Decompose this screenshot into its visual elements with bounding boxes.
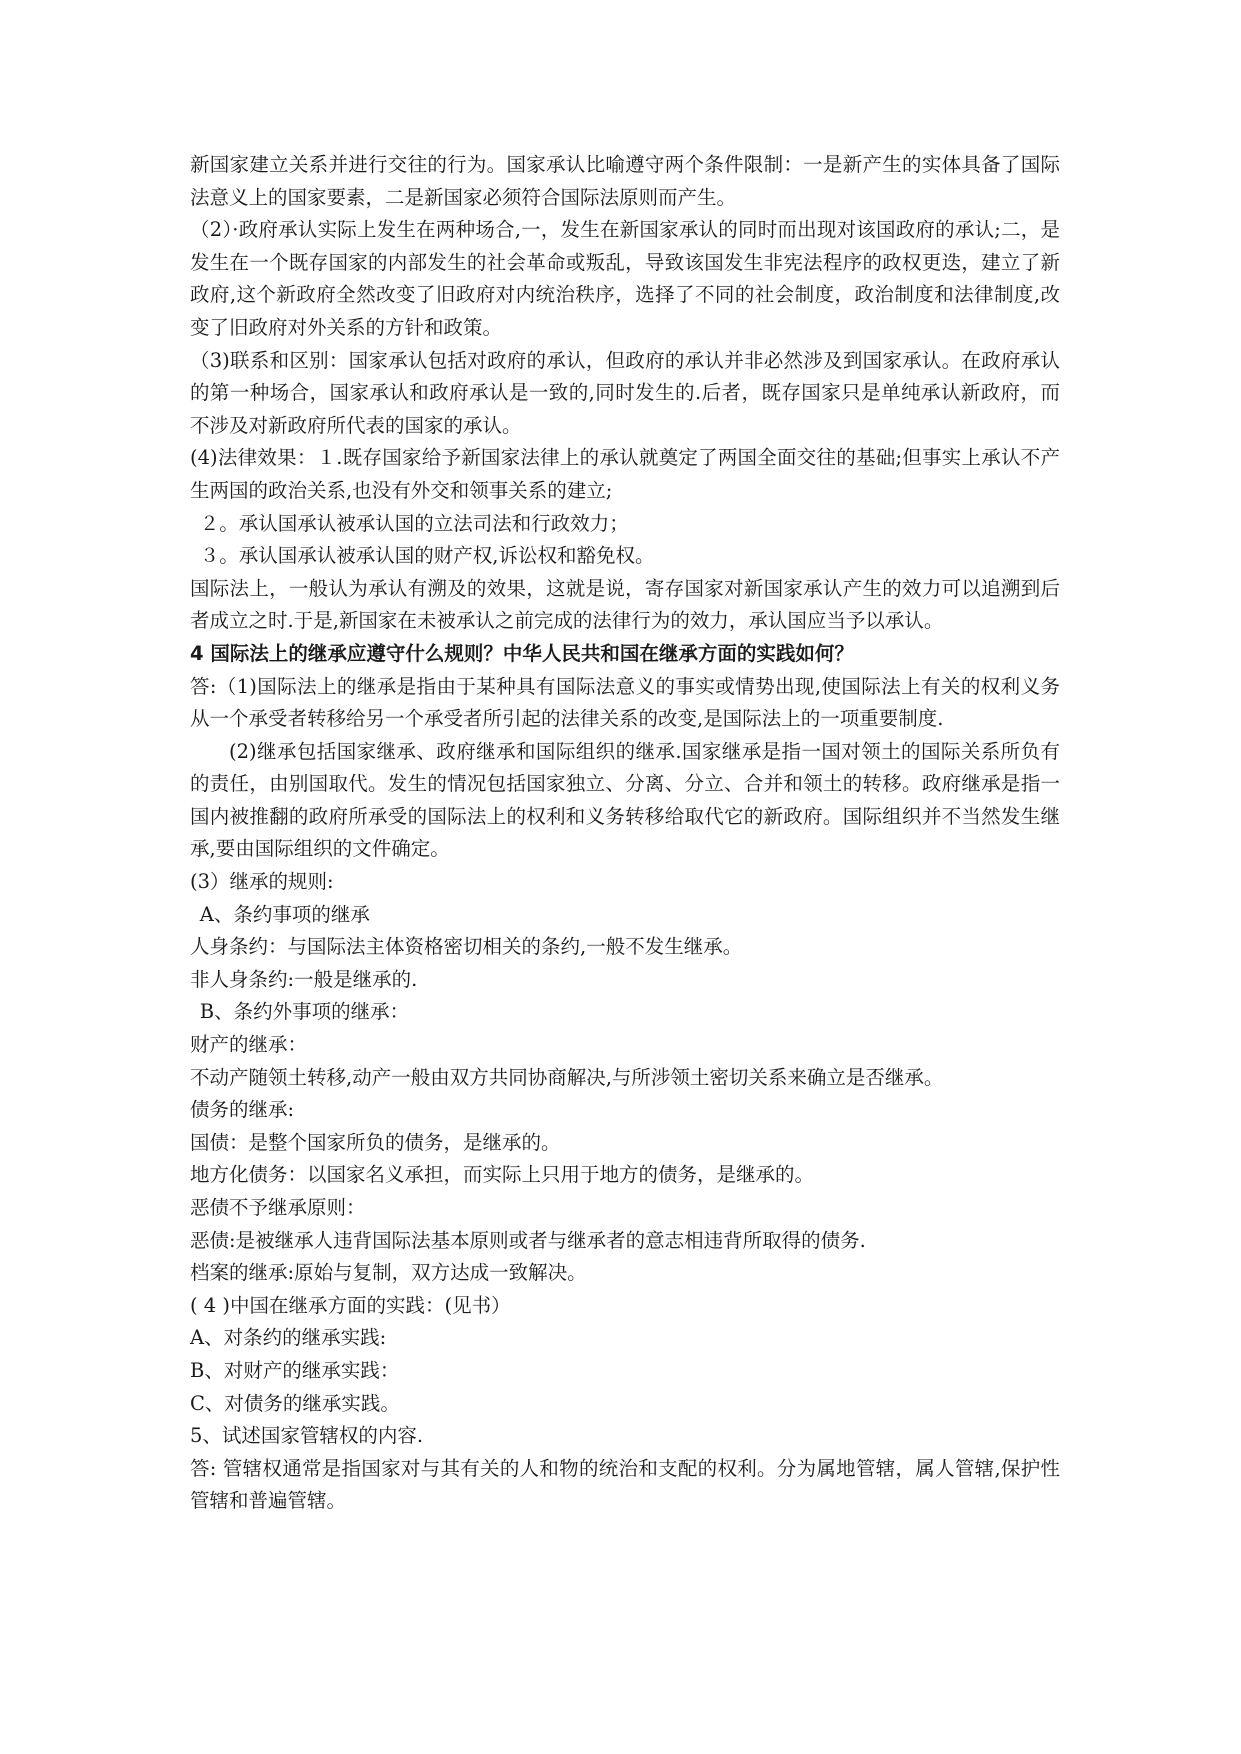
paragraph: （3)联系和区别：国家承认包括对政府的承认，但政府的承认并非必然涉及到国家承认。在政府承认的第一种场合，国家承认和政府承认是一致的,同时发生的.后者，既存国家只是单纯承认新政府，而不涉及对新政府所代表的国家的承认。 [190,348,1060,437]
paragraph: ( 4 )中国在继承方面的实践：(见书） [190,1293,511,1317]
paragraph: (2)继承包括国家继承、政府继承和国际组织的继承.国家继承是指一国对领土的国际关系所负有的责任，由别国取代。发生的情况包括国家独立、分离、分立、合并和领土的转移。政府继承是指一国内被推翻的政府所承受的国际法上的权利和义务转移给取代它的新政府。国际组织并不当然发生继承,要由国际组织的文件确定。 [190,739,1060,861]
paragraph: 5、试述国家管辖权的内容. [190,1424,424,1448]
question-heading: 4 国际法上的继承应遵守什么规则？中华人民共和国在继承方面的实践如何？ [190,641,854,665]
paragraph: 债务的继承: [190,1098,295,1122]
paragraph: 恶债不予继承原则： [190,1196,366,1219]
paragraph: 非人身条约:一般是继承的. [190,967,418,991]
paragraph: 人身条约：与国际法主体资格密切相关的条约,一般不发生继承。 [190,935,743,959]
paragraph: ２。承认国承认被承认国的立法司法和行政效力； [199,511,629,535]
paragraph: C、对债务的继承实践。 [190,1391,400,1415]
paragraph: (3）继承的规则: [190,870,334,894]
paragraph: （2）·政府承认实际上发生在两种场合,一，发生在新国家承认的同时而出现对该国政府的承认;二，是发生在一个既存国家的内部发生的社会革命或叛乱，导致该国发生非宪法程序的政权更迭，建立了新政府,这个新政府全然改变了旧政府对内统治秩序，选择了不同的社会制度，政治制度和法律制度,改变了旧政府对外关系的方针和政策。 [190,218,1060,339]
paragraph: 答: 管辖权通常是指国家对与其有关的人和物的统治和支配的权利。分为属地管辖，属人管辖,保护性管辖和普遍管辖。 [190,1456,1060,1513]
paragraph: ３。承认国承认被承认国的财产权,诉讼权和豁免权。 [199,544,655,568]
document-page [190,149,1060,1518]
paragraph: 恶债:是被继承人违背国际法基本原则或者与继承者的意志相违背所取得的债务. [190,1228,866,1252]
paragraph: 财产的继承： [190,1033,308,1057]
paragraph: (4)法律效果：１.既存国家给予新国家法律上的承认就奠定了两国全面交往的基础;但事实上承认不产生两国的政治关系,也没有外交和领事关系的建立; [190,446,1060,502]
paragraph: 答:（1)国际法上的继承是指由于某种具有国际法意义的事实或情势出现,使国际法上有关的权利义务从一个承受者转移给另一个承受者所引起的法律关系的改变,是国际法上的一项重要制度. [190,674,1060,731]
paragraph: A、条约事项的继承 [199,902,370,926]
paragraph: 不动产随领土转移,动产一般由双方共同协商解决,与所涉领土密切关系来确立是否继承。 [190,1065,944,1089]
paragraph: B、条约外事项的继承： [199,1000,410,1024]
paragraph: A、对条约的继承实践: [190,1326,387,1350]
paragraph: 档案的继承:原始与复制，双方达成一致解决。 [190,1261,587,1285]
paragraph: B、对财产的继承实践： [190,1358,400,1382]
paragraph: 国际法上，一般认为承认有溯及的效果，这就是说，寄存国家对新国家承认产生的效力可以追溯到后者成立之时.于是,新国家在未被承认之前完成的法律行为的效力，承认国应当予以承认。 [190,576,1060,633]
paragraph: 地方化债务：以国家名义承担，而实际上只用于地方的债务，是继承的。 [190,1163,815,1187]
paragraph: 国债：是整个国家所负的债务，是继承的。 [190,1130,561,1154]
paragraph: 新国家建立关系并进行交往的行为。国家承认比喻遵守两个条件限制：一是新产生的实体具备了国际法意义上的国家要素，二是新国家必须符合国际法原则而产生。 [190,153,1060,209]
